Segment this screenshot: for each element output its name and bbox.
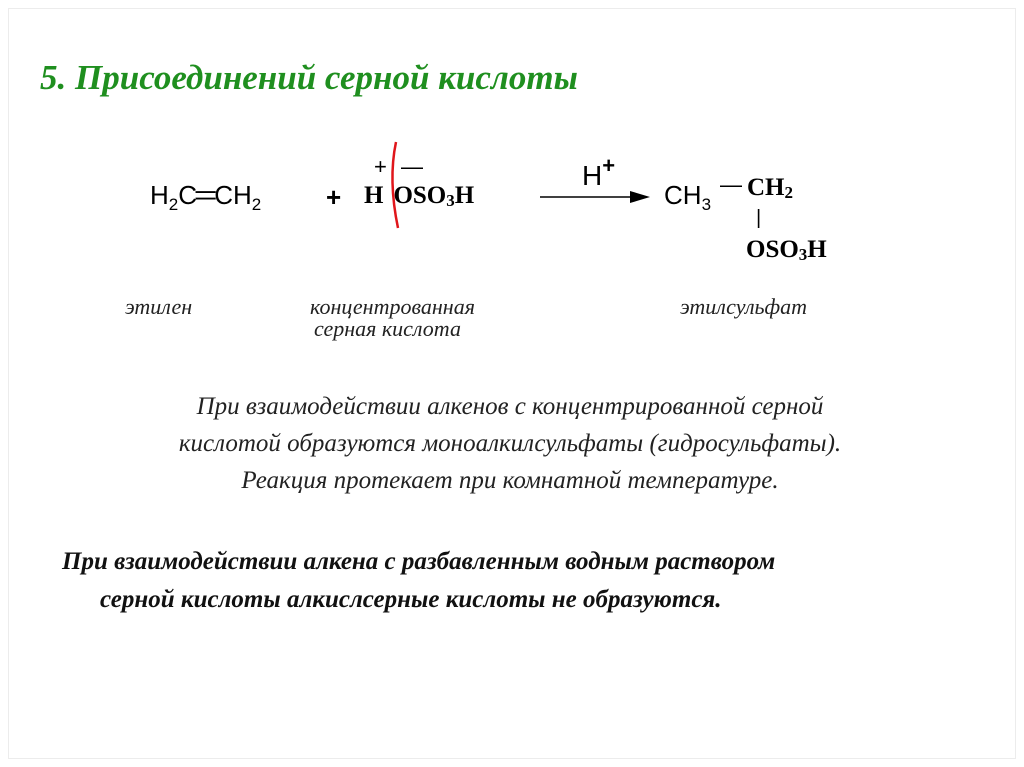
product-dash: — [720, 172, 742, 197]
acid-oso: OSO [393, 182, 447, 209]
plus-sign: + [326, 182, 342, 212]
acid-h: H [364, 182, 384, 209]
caption-product: этилсульфат [680, 294, 808, 319]
ethylene-sub1: 2 [168, 195, 179, 214]
ethylene-formula [150, 180, 262, 214]
product-ch3-sub: 3 [701, 195, 712, 214]
caption-ethylene: этилен [125, 294, 193, 319]
ethylene-sub2: 2 [251, 195, 262, 214]
caption-acid-line1: концентрованная [310, 294, 475, 319]
acid-sub3: 3 [446, 191, 455, 210]
slide-frame [8, 8, 1016, 759]
reaction-arrow [540, 188, 660, 208]
product-ch3-text: CH [664, 180, 702, 210]
paragraph1-line2: кислотой образуются моноалкилсульфаты (гидросульфаты). [178, 430, 842, 457]
product-ch2 [747, 174, 793, 202]
ethylene-h: H [150, 180, 169, 210]
acid-h-end: H [454, 182, 475, 209]
sulfuric-acid-formula [364, 182, 474, 210]
negative-charge: — [401, 154, 423, 179]
product-vertical-bond: | [756, 207, 762, 229]
paragraph2-line1: При взаимодействии алкена с разбавленным водным раствором [62, 548, 776, 575]
double-bond: = [193, 180, 218, 210]
bond-cleavage-mark [384, 140, 404, 230]
product-oso-text: OSO [746, 236, 799, 263]
ethylene-c: C [178, 180, 198, 210]
catalyst-h: H [582, 160, 603, 191]
product-oso-h: H [807, 236, 827, 263]
product-oso-sub: 3 [798, 245, 808, 264]
paragraph2-line2: серной кислоты алкислсерные кислоты не образуются. [100, 586, 722, 613]
paragraph1-line3: Реакция протекает при комнатной температуре. [241, 467, 779, 494]
product-ch3 [664, 180, 712, 214]
slide-title: 5. Присоединений серной кислоты [40, 58, 578, 97]
product-ch2-sub: 2 [784, 183, 793, 202]
product-ch2-text: CH [747, 174, 785, 201]
product-oso3h [746, 236, 827, 264]
caption-acid-line2: серная кислота [314, 316, 461, 341]
positive-charge: + [374, 154, 387, 179]
paragraph1-line1: При взаимодействии алкенов с концентрированной серной [196, 393, 824, 420]
catalyst-sup: + [602, 153, 616, 178]
ethylene-ch: CH [214, 180, 252, 210]
